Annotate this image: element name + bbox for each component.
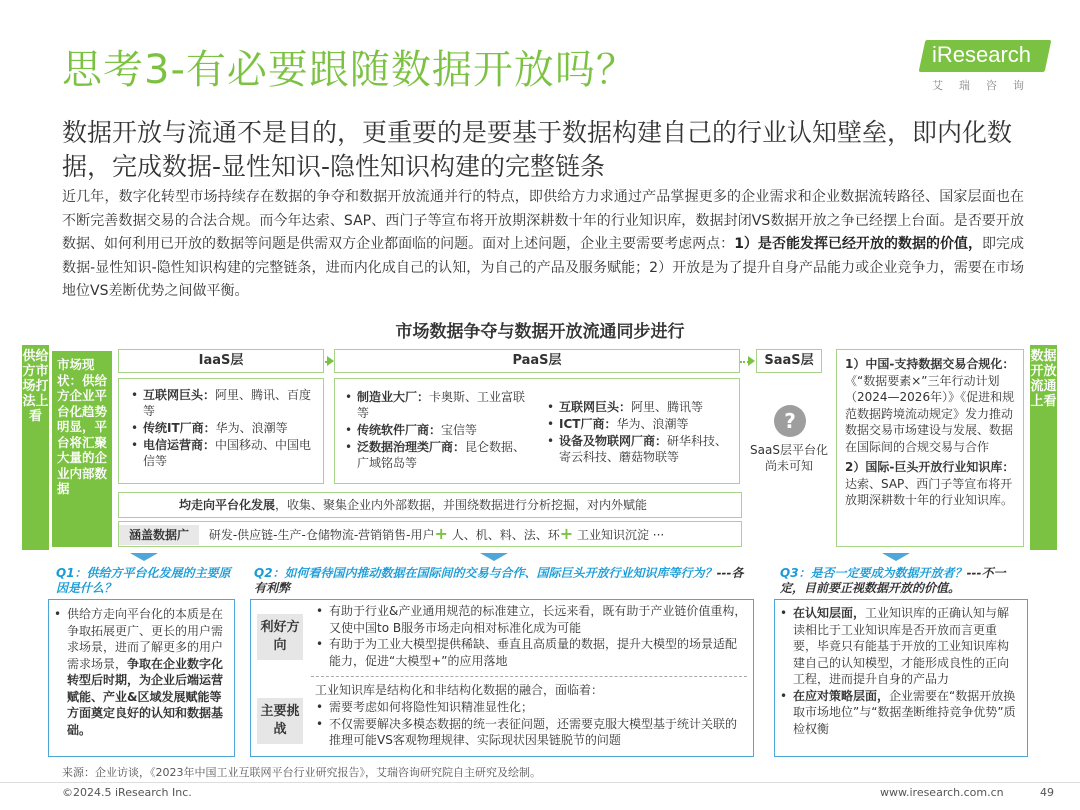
saas-text: SaaS层平台化尚未可知 (750, 443, 828, 473)
q3-title: Q3：是否一定要成为数据开放者？---不一定，目前要正视数据开放的价值。 (780, 566, 1006, 595)
source-note: 来源：企业访谈，《2023年中国工业互联网平台行业研究报告》，艾瑞咨询研究院自主研究及绘制。 (62, 766, 541, 779)
q2-box (250, 599, 754, 757)
down-arrow-icon (882, 553, 910, 561)
copyright: ©2024.5 iResearch Inc. (62, 786, 192, 799)
q1-title: Q1：供给方平台化发展的主要原因是什么？ (56, 566, 231, 595)
paas-item: • 泛数据治理类厂商：昆仑数据、广域铭岛等 (343, 439, 533, 471)
q1-box: • 供给方走向平台化的本质是在争取拓展更广、更长的用户需求场景，进而了解更多的用户需求场景，争取在企业数字化转型后时期，为企业后端运营赋能、产业&区域发展赋能等方面奠定良好的认知和数据基础。 (48, 599, 235, 757)
challenge-intro: 工业知识库是结构化和非结构化数据的融合，面临着： (315, 683, 604, 697)
policy-box: 1）中国-支持数据交易合规化：《“数据要素×”三年行动计划（2024—2026年）》《促进和规范数据跨境流动规定》发力推动数据交易市场建设与发展、数据在国际间的合规交易与合作 2）国际-巨头开放行业知识库：达索、SAP、西门子等宣布将开放期深耕数十年的行业知识库。 (836, 349, 1024, 547)
footer-divider (0, 782, 1080, 783)
paas-item: • 设备及物联网厂商：研华科技、寄云科技、蘑菇物联等 (545, 433, 735, 465)
down-arrow-icon (130, 553, 158, 561)
challenge-label: 主要挑战 (257, 698, 303, 744)
plus-icon: + (559, 524, 574, 543)
question-icon: ? (774, 405, 806, 437)
iaas-item: • 电信运营商：中国移动、中国电信等 (129, 437, 317, 469)
plus-icon: + (434, 524, 448, 543)
benefit-label: 利好方向 (257, 614, 303, 660)
left-side-label: 供给方市场打法上看 (22, 345, 49, 550)
iaas-item: • 传统IT厂商：华为、浪潮等 (129, 420, 317, 436)
paas-item: • 互联网巨头：阿里、腾讯等 (545, 399, 735, 415)
iresearch-logo (922, 40, 1048, 92)
challenge-item: • 需要考虑如何将隐性知识精准显性化； (313, 699, 747, 716)
paas-header: PaaS层 (334, 349, 740, 373)
website-link[interactable]: www.iresearch.com.cn (880, 786, 1004, 799)
platform-bar: 均走向平台化发展，收集、聚集企业内外部数据，并围绕数据进行分析挖掘，对内外赋能 (118, 492, 742, 518)
arrow-right-icon (327, 356, 334, 366)
intro-paragraph: 近几年，数字化转型市场持续存在数据的争夺和数据开放流通并行的特点，即供给方力求通过产品掌握更多的企业需求和企业数据流转路径、国家层面也在不断完善数据交易的合法合规。而今年达索、SAP、西门子等宣布将开放期深耕数十年的行业知识库，数据封闭VS数据开放之争已经摆上台面。是否要开放数据、如何利用已开放的数据等问题是供需双方企业都面临的问题。面对上述问题，企业主要需要考虑两点：1）是否能发挥已经开放的数据的价值，即完成数据-显性知识-隐性知识构建的完整链条，进而内化成自己的认知，为自己的产品及服务赋能；2）开放是为了提升自身产品能力或企业竞争力，需要在市场地位VS差断优势之间做平衡。 (62, 189, 1025, 299)
q3-item: • 在认知层面，工业知识库的正确认知与解读相比于工业知识库是否开放而言更重要，毕竟只有能基于开放的工业知识库构建自己的认知模型，才能形成良性的正向工程，进而提升自身的产品力 (777, 605, 1019, 688)
q3-box (774, 599, 1028, 757)
logo-text: iResearch (932, 42, 1032, 67)
iaas-body (118, 378, 324, 484)
page-number: 49 (1040, 786, 1054, 799)
paas-item: • 制造业大厂：卡奥斯、工业富联等 (343, 389, 533, 421)
logo-cn: 艾瑞咨询 (932, 79, 1040, 92)
paas-item: • ICT厂商：华为、浪潮等 (545, 416, 735, 432)
paas-item: • 传统软件厂商：宝信等 (343, 422, 533, 438)
iaas-item: • 互联网巨头：阿里、腾讯、百度等 (129, 387, 317, 419)
q2-title: Q2：如何看待国内推动数据在国际间的交易与合作、国际巨头开放行业知识库等行为？---各有利弊 (254, 566, 744, 595)
benefit-item: • 有助于为工业大模型提供稀缺、垂直且高质量的数据，提升大模型的场景适配能力，促进“大模型+”的应用落地 (313, 636, 747, 669)
down-arrow-icon (480, 553, 508, 561)
saas-header: SaaS层 (756, 349, 822, 373)
challenge-item: • 不仅需要解决多模态数据的统一表征问题，还需要克服大模型基于统计关联的推理可能VS客观物理规律、实际现状因果链脱节的问题 (313, 716, 747, 749)
divider (311, 676, 747, 677)
right-side-label: 数据开放流通上看 (1030, 345, 1057, 550)
q3-item: • 在应对策略层面，企业需要在“数据开放换取市场地位”与“数据垄断维持竞争优势”质检权衡 (777, 688, 1019, 738)
arrow-right-icon (748, 356, 755, 366)
coverage-bar: 涵盖数据广 研发-供应链-生产-仓储物流-营销销售-用户+ 人、机、料、法、环+ 工业知识沉淀 ··· (118, 521, 742, 547)
page-title: 思考3-有必要跟随数据开放吗？ (62, 47, 637, 93)
paas-body (334, 378, 740, 484)
iaas-header: IaaS层 (118, 349, 324, 373)
benefit-item: • 有助于行业&产业通用规范的标准建立，长远来看，既有助于产业链价值重构，又使中国to B服务市场走向相对标准化成为可能 (313, 603, 747, 636)
subtitle: 数据开放与流通不是目的，更重要的是要基于数据构建自己的行业认知壁垒，即内化数据，完成数据-显性知识-隐性知识构建的完整链条 (62, 118, 1013, 181)
diagram-title: 市场数据争夺与数据开放流通同步进行 (395, 322, 685, 342)
market-status-box: 市场现状：供给方企业平台化趋势明显，平台将汇聚大量的企业内部数据 (52, 351, 112, 547)
